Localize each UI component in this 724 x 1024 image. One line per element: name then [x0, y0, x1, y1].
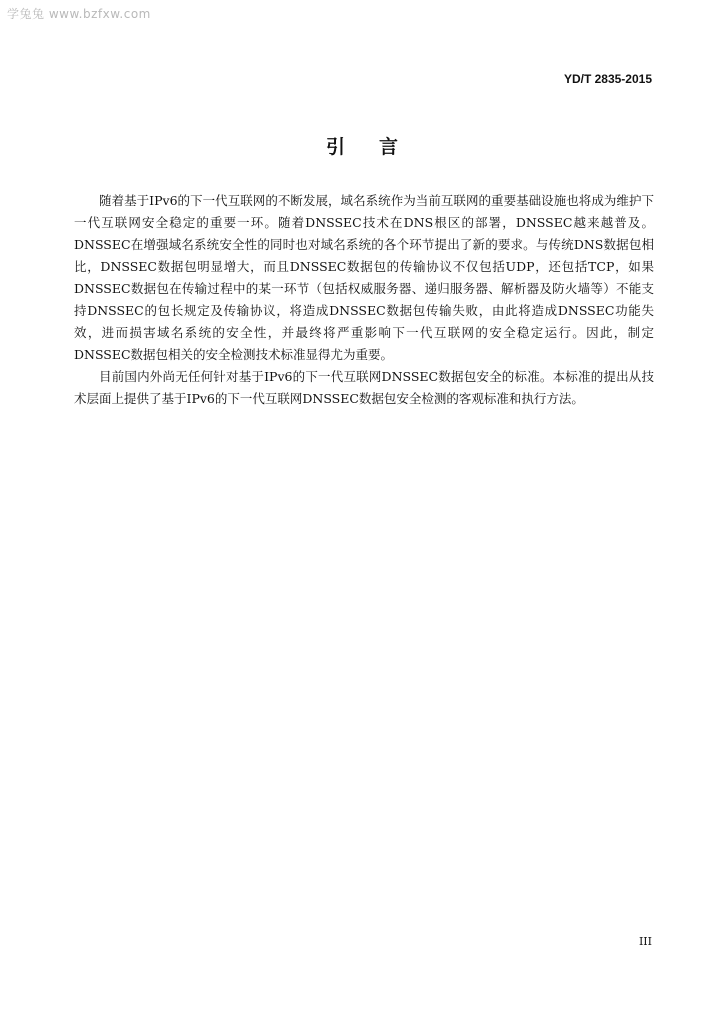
- watermark-text: 学兔兔 www.bzfxw.com: [7, 7, 151, 21]
- body-text: [74, 190, 654, 410]
- document-code: YD/T 2835-2015: [563, 72, 652, 86]
- page-title: 引言: [325, 136, 432, 158]
- paragraph-2: 目前国内外尚无任何针对基于IPv6的下一代互联网DNSSEC数据包安全的标准。本标准的提出从技术层面上提供了基于IPv6的下一代互联网DNSSEC数据包安全检测的客观标准和执行方法。: [74, 369, 654, 406]
- paragraph-1: 随着基于IPv6的下一代互联网的不断发展，域名系统作为当前互联网的重要基础设施也将成为维护下一代互联网安全稳定的重要一环。随着DNSSEC技术在DNS根区的部署，DNSSEC越来越普及。DNSSEC在增强域名系统安全性的同时也对域名系统的各个环节提出了新的要求。与传统DNS数据包相比，DNSSEC数据包明显增大，而且DNSSEC数据包的传输协议不仅包括UDP，还包括TCP，如果DNSSEC数据包在传输过程中的某一环节（包括权威服务器、递归服务器、解析器及防火墙等）不能支持DNSSEC的包长规定及传输协议，将造成DNSSEC数据包传输失败，由此将造成DNSSEC功能失效，进而损害域名系统的安全性，并最终将严重影响下一代互联网的安全稳定运行。因此，制定DNSSEC数据包相关的安全检测技术标准显得尤为重要。: [74, 193, 654, 362]
- page-number: III: [638, 935, 652, 948]
